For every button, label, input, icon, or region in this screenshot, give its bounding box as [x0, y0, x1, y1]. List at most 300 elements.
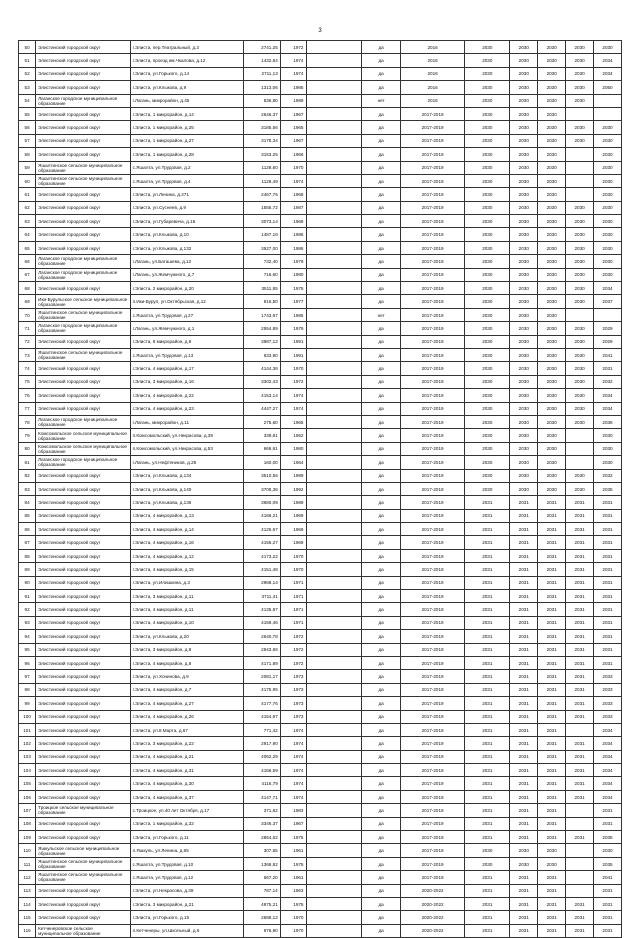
- table-cell: Элистинский городской округ: [36, 241, 130, 254]
- table-cell: 771,42: [244, 723, 280, 736]
- table-cell: 2016: [400, 81, 464, 94]
- table-cell: Лаганское городское муниципальное образование: [36, 94, 130, 107]
- table-cell: 1970: [280, 549, 306, 562]
- table-row: [19, 523, 622, 536]
- table-cell: 4151,48: [244, 563, 280, 576]
- table-cell: [306, 41, 362, 54]
- table-cell: 2030: [538, 174, 566, 187]
- table-cell: Элистинский городской округ: [36, 616, 130, 629]
- table-cell: да: [362, 616, 401, 629]
- table-cell: 3346,37: [244, 817, 280, 830]
- table-cell: 2031: [510, 924, 538, 937]
- table-cell: 2016: [400, 41, 464, 54]
- table-cell: 66: [19, 255, 36, 268]
- table-cell: да: [362, 804, 401, 817]
- table-cell: 2031: [510, 831, 538, 844]
- table-cell: [306, 616, 362, 629]
- table-cell: 2030: [538, 322, 566, 335]
- table-cell: 93: [19, 616, 36, 629]
- table-row: [19, 844, 622, 857]
- table-cell: п.Комсомольский, ул.Некрасова, д.39: [130, 429, 244, 442]
- table-cell: 2741,25: [244, 41, 280, 54]
- table-cell: да: [362, 683, 401, 696]
- table-cell: 2030: [465, 442, 510, 455]
- table-cell: 2031: [465, 536, 510, 549]
- table-cell: 2031: [566, 710, 594, 723]
- table-cell: 109: [19, 831, 36, 844]
- table-cell: 1974: [280, 67, 306, 80]
- table-cell: 2031: [465, 804, 510, 817]
- table-cell: 2943,66: [244, 643, 280, 656]
- table-cell: 3178,34: [244, 134, 280, 147]
- table-cell: 2030: [594, 241, 622, 254]
- table-cell: с.Яшалта, ул.Трудовая, д.2: [130, 161, 244, 174]
- table-cell: г.Элиста, ул.Клыкова, д.136: [130, 496, 244, 509]
- table-cell: 2031: [510, 790, 538, 803]
- table-cell: Элистинский городской округ: [36, 482, 130, 495]
- table-cell: 2034: [594, 402, 622, 415]
- table-cell: г.Элиста, 4 микрорайон, д.26: [130, 710, 244, 723]
- table-cell: 2020-2022: [400, 884, 464, 897]
- table-cell: 2031: [538, 884, 566, 897]
- table-cell: 1971: [280, 576, 306, 589]
- table-cell: Элистинский городской округ: [36, 603, 130, 616]
- table-cell: 57: [19, 134, 36, 147]
- table-cell: 2031: [566, 790, 594, 803]
- table-cell: 2017-2019: [400, 295, 464, 308]
- table-cell: 3510,56: [244, 469, 280, 482]
- table-cell: 4126,67: [244, 523, 280, 536]
- table-cell: [306, 268, 362, 281]
- table-row: [19, 228, 622, 241]
- table-cell: 2029: [594, 335, 622, 348]
- table-cell: 2030: [465, 282, 510, 295]
- table-cell: 2031: [465, 723, 510, 736]
- table-cell: да: [362, 375, 401, 388]
- table-cell: 1968: [280, 188, 306, 201]
- table-cell: 74: [19, 362, 36, 375]
- table-cell: Комсомольское сельское муниципальное образование: [36, 442, 130, 455]
- table-cell: 2017-2019: [400, 255, 464, 268]
- table-cell: [306, 536, 362, 549]
- table-cell: да: [362, 188, 401, 201]
- table-cell: Элистинский городской округ: [36, 670, 130, 683]
- table-cell: г.Элиста, 4 микрорайон, д.21: [130, 750, 244, 763]
- table-cell: 2041: [594, 871, 622, 884]
- table-cell: 99: [19, 697, 36, 710]
- table-cell: 60: [19, 174, 36, 187]
- table-cell: 2034: [594, 723, 622, 736]
- table-cell: 2030: [566, 362, 594, 375]
- table-cell: [306, 683, 362, 696]
- table-cell: 2030: [510, 94, 538, 107]
- table-cell: 1971: [280, 603, 306, 616]
- table-cell: 2031: [510, 723, 538, 736]
- table-cell: да: [362, 898, 401, 911]
- table-cell: 2030: [510, 348, 538, 361]
- table-cell: [306, 469, 362, 482]
- table-cell: г.Элиста, 4 микрорайон, д.11: [130, 603, 244, 616]
- table-cell: 2017-2019: [400, 201, 464, 214]
- table-cell: 2031: [465, 509, 510, 522]
- table-cell: 4173,22: [244, 549, 280, 562]
- table-cell: 76: [19, 389, 36, 402]
- table-cell: 2864,52: [244, 831, 280, 844]
- table-cell: 2031: [594, 898, 622, 911]
- table-cell: 2030: [566, 41, 594, 54]
- table-cell: [306, 790, 362, 803]
- table-cell: 2031: [538, 750, 566, 763]
- table-cell: 2030: [510, 201, 538, 214]
- table-cell: г.Элиста, 1 микрорайон, д.27: [130, 134, 244, 147]
- table-cell: 75: [19, 375, 36, 388]
- table-cell: г.Элиста, ул.Горького, д.11: [130, 831, 244, 844]
- table-cell: 2017-2019: [400, 482, 464, 495]
- table-cell: Элистинский городской округ: [36, 188, 130, 201]
- table-cell: 2031: [465, 777, 510, 790]
- table-cell: да: [362, 630, 401, 643]
- table-cell: 79: [19, 429, 36, 442]
- table-cell: 2031: [594, 616, 622, 629]
- table-row: [19, 375, 622, 388]
- table-cell: [306, 844, 362, 857]
- table-cell: 2030: [594, 442, 622, 455]
- table-cell: г.Элиста, 4 микрорайон, д.37: [130, 790, 244, 803]
- table-cell: 2017-2019: [400, 161, 464, 174]
- table-cell: [566, 148, 594, 161]
- table-cell: 2030: [465, 482, 510, 495]
- table-cell: [306, 389, 362, 402]
- table-cell: 1980: [280, 268, 306, 281]
- table-cell: 2030: [538, 161, 566, 174]
- table-cell: 2031: [566, 898, 594, 911]
- table-cell: 2031: [538, 817, 566, 830]
- table-cell: да: [362, 576, 401, 589]
- table-cell: да: [362, 777, 401, 790]
- table-cell: г.Элиста, 3 микрорайон, д.22: [130, 737, 244, 750]
- table-cell: Яшалтинское сельское муниципальное образование: [36, 308, 130, 321]
- table-cell: г.Элиста, проезд им.Чкалова, д.12: [130, 54, 244, 67]
- table-cell: [306, 215, 362, 228]
- table-cell: [306, 670, 362, 683]
- table-cell: 2030: [510, 456, 538, 469]
- table-cell: 2020-2022: [400, 924, 464, 937]
- table-cell: 2017-2019: [400, 630, 464, 643]
- table-cell: 633,90: [244, 348, 280, 361]
- table-cell: 2031: [594, 924, 622, 937]
- table-row: [19, 616, 622, 629]
- table-cell: 2031: [465, 496, 510, 509]
- table-cell: 1972: [280, 630, 306, 643]
- table-cell: [306, 871, 362, 884]
- table-cell: г.Элиста, 4 микрорайон, д.13: [130, 509, 244, 522]
- table-cell: 1487,16: [244, 228, 280, 241]
- table-cell: Яшалтинское сельское муниципальное образование: [36, 174, 130, 187]
- table-cell: Элистинский городской округ: [36, 643, 130, 656]
- table-cell: 4175,95: [244, 683, 280, 696]
- table-row: [19, 509, 622, 522]
- table-cell: да: [362, 844, 401, 857]
- table-cell: 2017-2019: [400, 268, 464, 281]
- table-row: [19, 389, 622, 402]
- table-cell: 102: [19, 737, 36, 750]
- table-cell: 4159,46: [244, 616, 280, 629]
- table-cell: 2030: [510, 469, 538, 482]
- table-cell: 2030: [566, 228, 594, 241]
- table-cell: 2030: [465, 308, 510, 321]
- table-cell: 4166,59: [244, 764, 280, 777]
- table-cell: [566, 804, 594, 817]
- table-cell: да: [362, 924, 401, 937]
- table-row: [19, 670, 622, 683]
- table-cell: Элистинский городской округ: [36, 737, 130, 750]
- table-cell: 2017-2019: [400, 188, 464, 201]
- table-cell: 1969: [280, 509, 306, 522]
- table-cell: 2030: [510, 295, 538, 308]
- table-cell: 4447,27: [244, 402, 280, 415]
- table-cell: 2030: [465, 215, 510, 228]
- table-cell: нет: [362, 94, 401, 107]
- table-cell: 2031: [594, 496, 622, 509]
- table-cell: [306, 576, 362, 589]
- table-cell: 2033: [594, 697, 622, 710]
- table-cell: 110: [19, 844, 36, 857]
- table-cell: 68: [19, 282, 36, 295]
- table-cell: 2031: [465, 871, 510, 884]
- table-cell: г.Элиста, ул.8 Марта, д.67: [130, 723, 244, 736]
- table-cell: 2035: [594, 831, 622, 844]
- table-cell: да: [362, 121, 401, 134]
- table-cell: [306, 590, 362, 603]
- table-row: [19, 295, 622, 308]
- table-cell: 2030: [510, 215, 538, 228]
- table-cell: 2030: [465, 857, 510, 870]
- table-cell: 2030: [465, 67, 510, 80]
- table-cell: 103: [19, 750, 36, 763]
- table-cell: 2031: [538, 643, 566, 656]
- table-cell: 2030: [566, 94, 594, 107]
- table-cell: 2030: [538, 241, 566, 254]
- table-cell: 2017-2019: [400, 737, 464, 750]
- table-cell: 2030: [465, 134, 510, 147]
- table-row: [19, 737, 622, 750]
- table-cell: 2030: [510, 67, 538, 80]
- table-cell: 1989: [280, 496, 306, 509]
- table-row: [19, 576, 622, 589]
- table-cell: 2031: [510, 750, 538, 763]
- table-cell: Элистинский городской округ: [36, 777, 130, 790]
- table-cell: 2031: [465, 576, 510, 589]
- table-cell: г.Элиста, ул.Клыкова, д.20: [130, 630, 244, 643]
- table-cell: 2030: [510, 188, 538, 201]
- table-cell: г.Элиста, ул.Клыкова, д.140: [130, 482, 244, 495]
- table-cell: 2030: [465, 241, 510, 254]
- table-cell: 716,60: [244, 268, 280, 281]
- table-cell: 2030: [465, 121, 510, 134]
- table-row: [19, 174, 622, 187]
- table-cell: 2031: [510, 549, 538, 562]
- table-cell: [306, 456, 362, 469]
- table-cell: 2031: [465, 683, 510, 696]
- table-cell: г.Элиста, 4 микрорайон, д.23: [130, 402, 244, 415]
- table-cell: 2034: [594, 282, 622, 295]
- table-cell: 4144,36: [244, 362, 280, 375]
- table-cell: 2017-2019: [400, 509, 464, 522]
- table-cell: [306, 94, 362, 107]
- table-cell: [306, 308, 362, 321]
- table-cell: 1975: [280, 282, 306, 295]
- table-cell: [306, 911, 362, 924]
- table-cell: 2031: [566, 911, 594, 924]
- table-cell: 64: [19, 228, 36, 241]
- table-cell: 73: [19, 348, 36, 361]
- table-cell: г.Элиста, 2 микрорайон, д.20: [130, 282, 244, 295]
- table-cell: Элистинский городской округ: [36, 54, 130, 67]
- table-cell: 2030: [465, 322, 510, 335]
- table-cell: [306, 924, 362, 937]
- table-cell: 2031: [566, 750, 594, 763]
- table-cell: да: [362, 389, 401, 402]
- table-cell: 2037: [594, 295, 622, 308]
- table-cell: 2031: [510, 871, 538, 884]
- table-cell: 2030: [566, 402, 594, 415]
- table-cell: 2017-2019: [400, 777, 464, 790]
- table-cell: 91: [19, 590, 36, 603]
- table-cell: 2017-2019: [400, 282, 464, 295]
- table-cell: [306, 67, 362, 80]
- table-cell: г.Элиста, 4 микрорайон, д.8: [130, 656, 244, 669]
- table-cell: 160,00: [244, 456, 280, 469]
- table-cell: да: [362, 148, 401, 161]
- table-cell: Ики-Бурульское сельское муниципальное образование: [36, 295, 130, 308]
- table-row: [19, 362, 622, 375]
- table-cell: 4147,71: [244, 790, 280, 803]
- table-cell: 2017-2019: [400, 523, 464, 536]
- table-cell: 95: [19, 643, 36, 656]
- table-cell: 2030: [566, 81, 594, 94]
- table-cell: 2031: [566, 536, 594, 549]
- table-row: [19, 656, 622, 669]
- table-cell: 2917,90: [244, 737, 280, 750]
- table-row: [19, 442, 622, 455]
- table-cell: 1992: [280, 482, 306, 495]
- table-cell: 2031: [594, 563, 622, 576]
- table-cell: 77: [19, 402, 36, 415]
- table-cell: г.Элиста, ул.Ленина, д.271: [130, 188, 244, 201]
- table-cell: 2030: [510, 268, 538, 281]
- table-cell: 3302,43: [244, 375, 280, 388]
- table-cell: 2030: [538, 857, 566, 870]
- table-cell: 2030: [510, 41, 538, 54]
- table-cell: 2033: [594, 683, 622, 696]
- table-row: [19, 268, 622, 281]
- table-cell: 111: [19, 857, 36, 870]
- table-cell: да: [362, 563, 401, 576]
- table-cell: 2017-2019: [400, 375, 464, 388]
- table-cell: 2030: [594, 201, 622, 214]
- table-cell: 2031: [510, 630, 538, 643]
- table-cell: 2032: [594, 469, 622, 482]
- table-cell: 667,20: [244, 871, 280, 884]
- table-cell: Элистинский городской округ: [36, 764, 130, 777]
- table-cell: 2030: [510, 134, 538, 147]
- table-cell: Элистинский городской округ: [36, 831, 130, 844]
- table-cell: 2030: [465, 295, 510, 308]
- table-cell: 2017-2019: [400, 215, 464, 228]
- table-cell: 2031: [510, 817, 538, 830]
- table-cell: 1967: [280, 817, 306, 830]
- table-cell: Элистинский городской округ: [36, 107, 130, 120]
- table-cell: 116: [19, 924, 36, 937]
- table-cell: 1989: [280, 94, 306, 107]
- table-cell: 2030: [538, 335, 566, 348]
- table-cell: 2031: [510, 616, 538, 629]
- table-cell: 2031: [538, 576, 566, 589]
- table-cell: г.Элиста, 4 микрорайон, д.10: [130, 616, 244, 629]
- table-cell: [306, 54, 362, 67]
- table-cell: Яшалтинское сельское муниципальное образование: [36, 871, 130, 884]
- table-cell: [306, 723, 362, 736]
- table-cell: 2031: [594, 576, 622, 589]
- table-cell: 1967: [280, 107, 306, 120]
- table-cell: [306, 121, 362, 134]
- table-cell: г.Элиста, ул.Клыкова, д.10: [130, 228, 244, 241]
- table-cell: 2017-2019: [400, 790, 464, 803]
- table-cell: 2035: [594, 857, 622, 870]
- table-cell: [306, 282, 362, 295]
- table-cell: [306, 335, 362, 348]
- table-row: [19, 308, 622, 321]
- table-cell: 2030: [538, 54, 566, 67]
- table-cell: п.Ики-Бурул, ул.Октябрьская, д.12: [130, 295, 244, 308]
- table-cell: Элистинский городской округ: [36, 469, 130, 482]
- table-cell: 1991: [280, 335, 306, 348]
- table-cell: Элистинский городской округ: [36, 697, 130, 710]
- table-cell: п.Яшкуль, ул.Ленина, д.65: [130, 844, 244, 857]
- table-cell: Элистинский городской округ: [36, 41, 130, 54]
- table-cell: 2016: [400, 67, 464, 80]
- table-cell: 2017-2019: [400, 844, 464, 857]
- table-cell: да: [362, 41, 401, 54]
- table-cell: 1974: [280, 723, 306, 736]
- table-cell: 2030: [510, 375, 538, 388]
- table-cell: Элистинский городской округ: [36, 723, 130, 736]
- table-cell: 2030: [594, 429, 622, 442]
- table-cell: Элистинский городской округ: [36, 523, 130, 536]
- table-cell: 1970: [280, 911, 306, 924]
- table-cell: 2030: [538, 121, 566, 134]
- table-cell: 2017-2019: [400, 764, 464, 777]
- table-cell: с.Яшалта, ул.Трудовая, д.4: [130, 174, 244, 187]
- table-cell: 2034: [594, 67, 622, 80]
- table-row: [19, 911, 622, 924]
- table-cell: 1972: [280, 643, 306, 656]
- table-cell: 2030: [538, 107, 566, 120]
- table-cell: 2030: [538, 94, 566, 107]
- table-cell: да: [362, 322, 401, 335]
- table-cell: с.Троицкое, ул.40 лет Октября, д.17: [130, 804, 244, 817]
- table-cell: 4154,97: [244, 710, 280, 723]
- table-cell: 2031: [594, 804, 622, 817]
- table-cell: 69: [19, 295, 36, 308]
- table-cell: да: [362, 67, 401, 80]
- table-cell: Элистинский городской округ: [36, 884, 130, 897]
- table-cell: г.Элиста, ул.Хонинова, д.9: [130, 670, 244, 683]
- table-cell: Элистинский городской округ: [36, 563, 130, 576]
- table-cell: да: [362, 255, 401, 268]
- table-row: [19, 857, 622, 870]
- table-cell: 2031: [465, 656, 510, 669]
